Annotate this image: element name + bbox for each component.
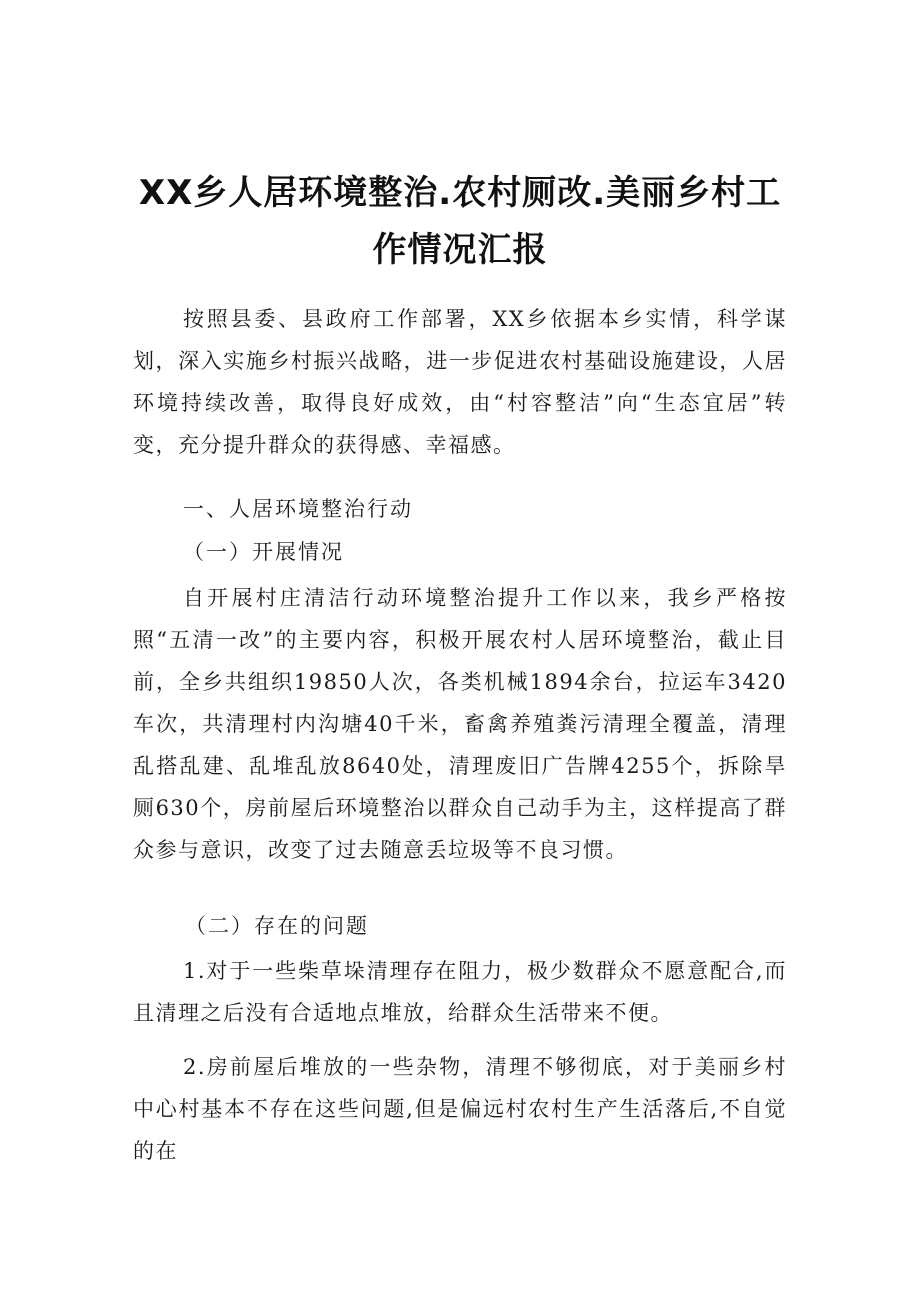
subsection-heading: （一）开展情况 [183, 540, 344, 564]
intro-paragraph: 按照县委、县政府工作部署，XX乡依据本乡实情，科学谋划，深入实施乡村振兴战略，进一步促进农村基础设施建设，人居环境持续改善，取得良好成效，由“村容整洁”向“生态宜居”转变，充分提升群众的获得感、幸福感。 [133, 307, 787, 457]
title-line1-text: 乡人居环境整治.农村厕改.美丽乡村工 [193, 173, 782, 213]
section-heading: 一、人居环境整治行动 [183, 497, 413, 521]
document-title-line2: 作情况汇报 [372, 230, 548, 270]
subsection-heading-issues: （二）存在的问题 [185, 914, 369, 938]
subsection-paragraph: 自开展村庄清洁行动环境整治提升工作以来，我乡严格按照“五清一改”的主要内容，积极开展农村人居环境整治，截止目前，全乡共组织19850人次，各类机械1894余台，拉运车3420车次，共清理村内沟塘40千米，畜禽养殖粪污清理全覆盖，清理乱搭乱建、乱堆乱放8640处，清理废旧广告牌4255个，拆除旱厕630个，房前屋后环境整治以群众自己动手为主，这样提高了群众参与意识，改变了过去随意丢垃圾等不良习惯。 [133, 586, 787, 862]
document-title-line1 [130, 165, 790, 221]
issue-item-2: 2.房前屋后堆放的一些杂物，清理不够彻底，对于美丽乡村中心村基本不存在这些问题,但是偏远村农村生产生活落后,不自觉的在 [133, 1055, 787, 1163]
issue-item-1: 1.对于一些柴草垛清理存在阻力，极少数群众不愿意配合,而且清理之后没有合适地点堆放，给群众生活带来不便。 [133, 959, 787, 1025]
title-prefix: XX [138, 173, 194, 213]
